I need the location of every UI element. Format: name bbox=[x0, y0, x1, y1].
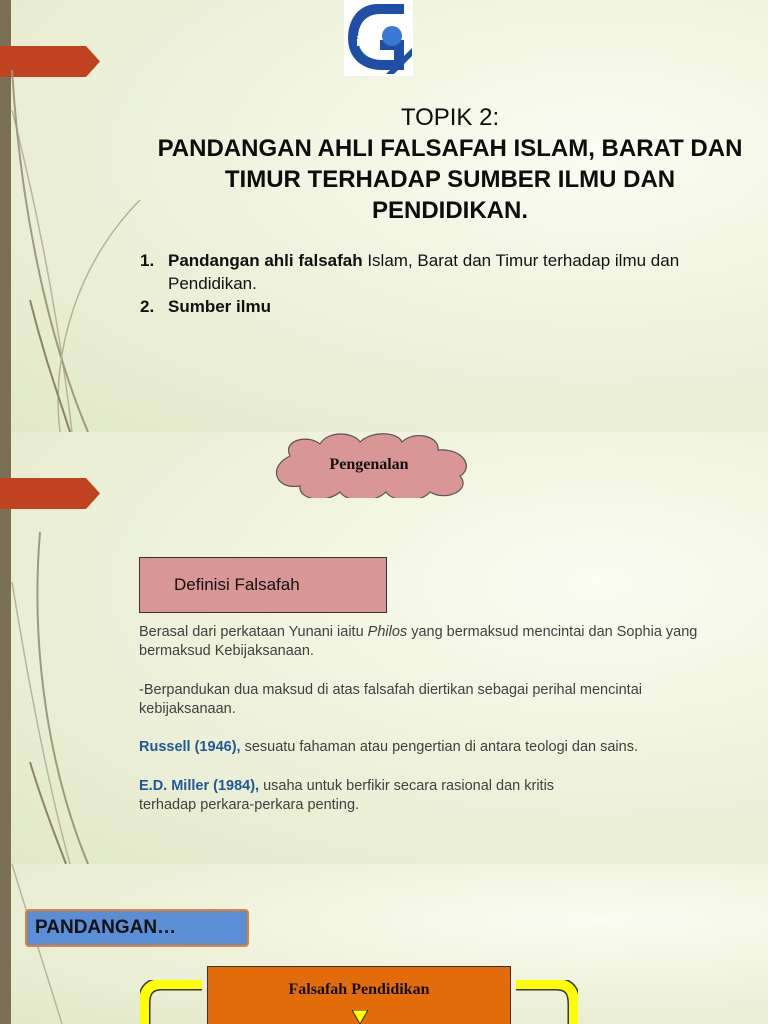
text-span: sesuatu fahaman atau pengertian di antara teologi dan sains. bbox=[240, 739, 638, 755]
left-curved-arrow-icon bbox=[140, 980, 204, 1024]
right-curved-arrow-icon bbox=[514, 980, 578, 1024]
citation-russell: Russell (1946), bbox=[139, 739, 241, 755]
text-span: usaha untuk berfikir secara rasional dan kritis terhadap perkara-perkara penting. bbox=[139, 778, 555, 813]
cloud-label: Pengenalan bbox=[329, 456, 409, 473]
definition-heading-box: Definisi Falsafah bbox=[139, 557, 387, 613]
slide-title bbox=[150, 102, 750, 226]
paragraph-meaning: -Berpandukan dua maksud di atas falsafah diertikan sebagai perihal mencintai kebijaksanaan. bbox=[139, 682, 642, 717]
citation-miller: E.D. Miller (1984), bbox=[139, 778, 260, 794]
paragraph-miller bbox=[139, 777, 609, 815]
slide-2 bbox=[0, 432, 768, 864]
falsafah-pendidikan-label: Falsafah Pendidikan bbox=[288, 981, 430, 998]
list-item bbox=[140, 249, 720, 295]
topic-list bbox=[140, 249, 720, 318]
down-arrow-icon bbox=[350, 1010, 370, 1024]
italic-term: Philos bbox=[367, 624, 408, 640]
paragraph-russell bbox=[139, 738, 739, 757]
text-span: yang bermaksud mencintai dan Sophia yang bermaksud Kebijaksanaan. bbox=[139, 624, 698, 659]
decorative-curves bbox=[0, 432, 160, 864]
slide-1 bbox=[0, 0, 768, 432]
paragraph-origin bbox=[139, 623, 739, 661]
logo-text: iPG bbox=[356, 33, 381, 49]
title-main: PANDANGAN AHLI FALSAFAH ISLAM, BARAT DAN TIMUR TERHADAP SUMBER ILMU DAN PENDIDIKAN. bbox=[157, 135, 743, 224]
list-item bbox=[140, 295, 720, 318]
list-item-bold: Sumber ilmu bbox=[168, 297, 271, 316]
slide-3 bbox=[0, 864, 768, 1024]
title-topic: TOPIK 2: bbox=[400, 104, 500, 131]
text-span: Berasal dari perkataan Yunani iaitu bbox=[139, 624, 368, 640]
pandangan-box: PANDANGAN… bbox=[25, 909, 249, 947]
list-number: 2. bbox=[140, 297, 155, 316]
ipg-logo bbox=[344, 0, 413, 76]
list-item-bold: Pandangan ahli falsafah bbox=[168, 251, 363, 270]
list-number: 1. bbox=[140, 251, 155, 270]
list-item-text: Islam, Barat dan Timur terhadap ilmu dan Pendidikan. bbox=[168, 251, 680, 293]
decorative-curves bbox=[0, 0, 160, 432]
